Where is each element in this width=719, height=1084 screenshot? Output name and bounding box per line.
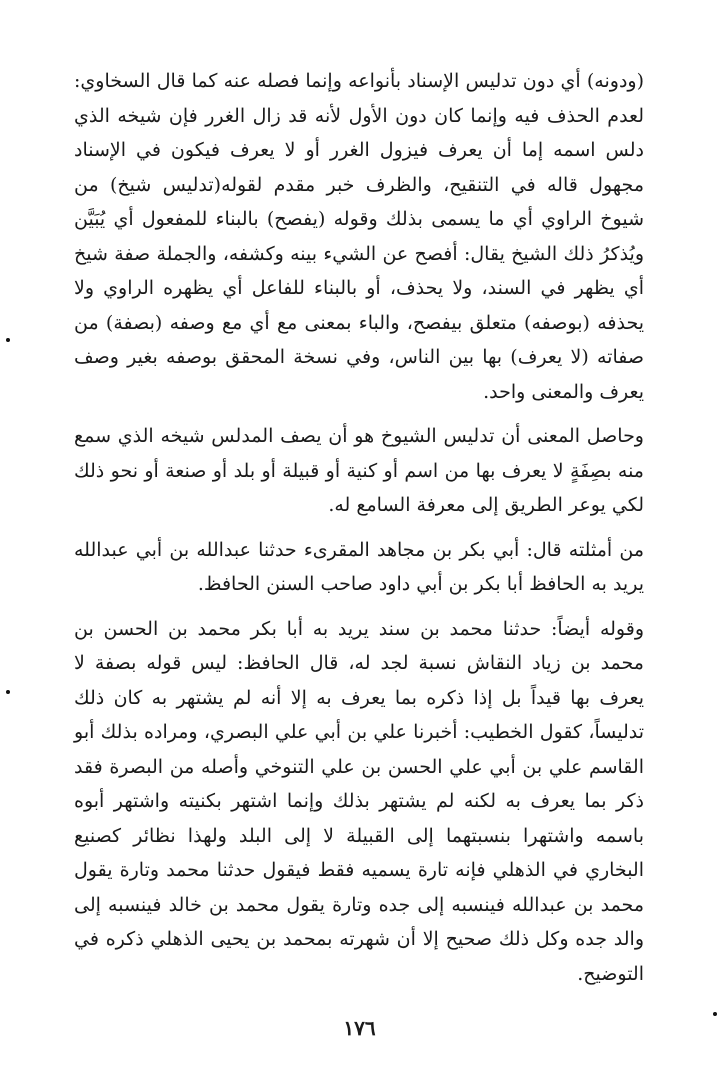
paragraph-example-2: وقوله أيضاً: حدثنا محمد بن سند يريد به أبا بكر محمد بن الحسن بن محمد بن زياد النقاش نسبة لجد له، قال الحافظ: ليس قوله بصفة لا يعرف بها قيداً بل إذا ذكره بما يعرف به إلا أنه لم يشتهر به كان ذلك تدليساً، كقول الخطيب: أخبرنا علي بن أبي علي البصري، ومراده بذلك أبو القاسم علي بن أبي علي الحسن بن علي التنوخي وأصله من البصرة فقد ذكر بما يعرف به لكنه لم يشتهر بذلك وإنما اشتهر بكنيته واشتهر أبوه باسمه واشتهرا بنسبتهما إلى القبيلة لا إلى البلد ولهذا نظائر كصنيع البخاري في الذهلي فإنه تارة يسميه فقط فيقول حدثنا محمد وتارة يقول محمد بن عبدالله فينسبه إلى جده وتارة يقول محمد بن خالد فينسبه إلى والد جده وكل ذلك صحيح إلا أن شهرته بمحمد بن يحيى الذهلي ذكره في التوضيح. xyxy=(74,617,644,985)
page-body xyxy=(74,64,644,991)
page-number: ١٧٦ xyxy=(343,1016,376,1040)
paragraph-example-1: من أمثلته قال: أبي بكر بن مجاهد المقرىء حدثنا عبدالله بن أبي عبدالله يريد به الحافظ أبا بكر بن أبي داود صاحب السنن الحافظ. xyxy=(74,538,644,595)
paragraph-summary: وحاصل المعنى أن تدليس الشيوخ هو أن يصف المدلس شيخه الذي سمع منه بصِفَةٍ لا يعرف بها من اسم أو كنية أو قبيلة أو بلد أو صنعة أو نحو ذلك لكي يوعر الطريق إلى معرفة السامع له. xyxy=(74,425,644,516)
scan-mark xyxy=(6,338,10,342)
scan-mark xyxy=(713,1012,717,1016)
scan-mark xyxy=(6,690,10,694)
paragraph-definition: (ودونه) أي دون تدليس الإسناد بأنواعه وإنما فصله عنه كما قال السخاوي: لعدم الحذف فيه وإنما كان دون الأول لأنه قد زال الغرر فإن شيخه الذي دلس اسمه إما أن يعرف فيزول الغرر أو لا يعرف فيكون في الإسناد مجهول قاله في التنقيح، والظرف خبر مقدم لقوله(تدليس شيخ) من شيوخ الراوي أي ما يسمى بذلك وقوله (يفصح) بالبناء للمفعول أي يُبَيَّن ويُذكرُ ذلك الشيخ يقال: أفصح عن الشيء بينه وكشفه، والجملة صفة شيخ أي يظهر في السند، ولا يحذف، أو بالبناء للفاعل أي يظهره الراوي ولا يحذفه (بوصفه) متعلق بيفصح، والباء بمعنى مع أي مع وصفه (بصفة) من صفاته (لا يعرف) بها بين الناس، وفي نسخة المحقق بوصفه بغير وصف يعرف والمعنى واحد. xyxy=(74,70,644,403)
